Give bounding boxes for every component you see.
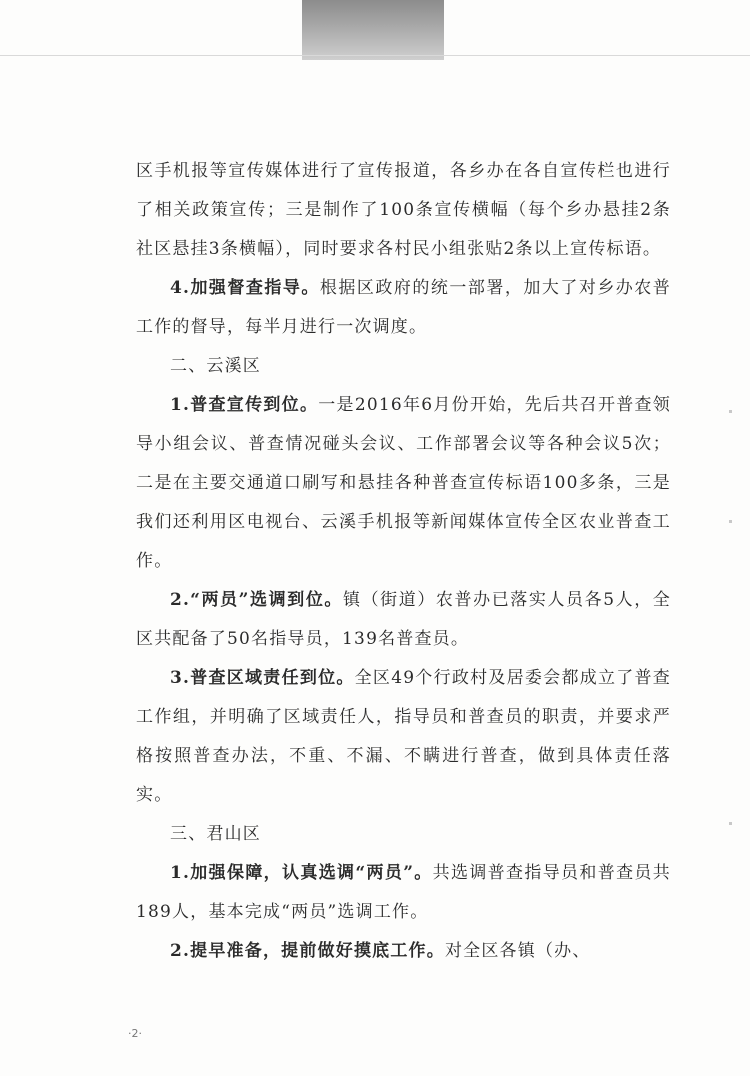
- paragraph-text: 根据区政府的统一部署，加大了对乡办农普工作的督导，每半月进行一次调度。: [136, 278, 671, 337]
- paragraph-text: 对全区各镇（办、: [444, 941, 591, 961]
- paragraph-lead: 4.加强督查指导。: [170, 278, 320, 298]
- paragraph-text: 一是2016年6月份开始，先后共召开普查领导小组会议、普查情况碰头会议、工作部署会议等各种会议5次；二是在主要交通道口刷写和悬挂各种普查宣传标语100多条，三是我们还利用区电视台、云溪手机报等新闻媒体宣传全区农业普查工作。: [136, 395, 672, 571]
- paragraph-lead: 3.普查区域责任到位。: [170, 668, 355, 688]
- paragraph-guarantee: [136, 854, 671, 932]
- paragraph-text: 全区49个行政村及居委会都成立了普查工作组，并明确了区域责任人，指导员和普查员的职责，并要求严格按照普查办法，不重、不漏、不瞒进行普查，做到具体责任落实。: [136, 668, 672, 805]
- section-heading-text: 三、君山区: [170, 824, 261, 844]
- section-heading-yunxi: [136, 347, 671, 386]
- scan-speck: [729, 520, 732, 523]
- scan-speck: [729, 822, 732, 825]
- paragraph-publicity: [136, 386, 671, 581]
- paragraph-lead: 2.“两员”选调到位。: [170, 590, 343, 610]
- paragraph-text: 区手机报等宣传媒体进行了宣传报道，各乡办在各自宣传栏也进行了相关政策宣传；三是制作了100条宣传横幅（每个乡办悬挂2条社区悬挂3条横幅），同时要求各村民小组张贴2条以上宣传标语。: [136, 161, 671, 259]
- paragraph-lead: 2.提早准备，提前做好摸底工作。: [170, 941, 445, 961]
- paragraph-supervision: [136, 269, 671, 347]
- paragraph-staffing: [136, 581, 671, 659]
- paragraph-text: 镇（街道）农普办已落实人员各5人，全区共配备了50名指导员，139名普查员。: [136, 590, 671, 649]
- scan-speck: [729, 410, 732, 413]
- paragraph-continuation: [136, 152, 671, 269]
- paragraph-lead: 1.普查宣传到位。: [170, 395, 319, 415]
- document-body: [136, 152, 671, 971]
- paragraph-preparation: [136, 932, 671, 971]
- paragraph-lead: 1.加强保障，认真选调“两员”。: [170, 863, 433, 883]
- section-heading-junshan: [136, 815, 671, 854]
- top-rule: [0, 55, 750, 56]
- page-number: ·2·: [128, 1027, 142, 1040]
- paragraph-responsibility: [136, 659, 671, 815]
- scan-mark: [302, 0, 444, 60]
- paragraph-text: 共选调普查指导员和普查员共189人，基本完成“两员”选调工作。: [136, 863, 671, 922]
- section-heading-text: 二、云溪区: [170, 356, 261, 376]
